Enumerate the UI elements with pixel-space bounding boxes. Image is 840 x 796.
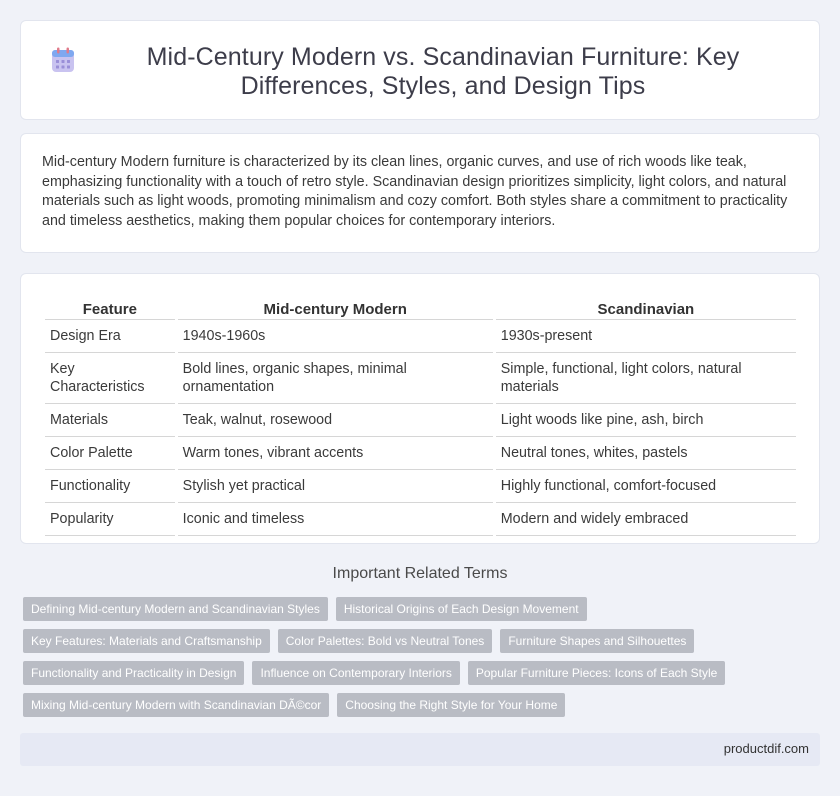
mid-century-cell: Warm tones, vibrant accents [178, 437, 493, 470]
header-mid-century: Mid-century Modern [178, 296, 493, 320]
calendar-icon [51, 47, 75, 73]
comparison-table-card [20, 273, 820, 544]
feature-cell: Materials [45, 404, 175, 437]
footer-site-name[interactable]: productdif.com [723, 741, 809, 756]
table-row [45, 320, 796, 353]
table-row [45, 404, 796, 437]
mid-century-cell: Bold lines, organic shapes, minimal ornamentation [178, 353, 493, 404]
related-term-tag[interactable]: Color Palettes: Bold vs Neutral Tones [278, 629, 493, 653]
table-row [45, 503, 796, 536]
mid-century-cell: Teak, walnut, rosewood [178, 404, 493, 437]
feature-cell: Functionality [45, 470, 175, 503]
title-wrap [21, 43, 819, 101]
related-term-tag[interactable]: Functionality and Practicality in Design [23, 661, 244, 685]
related-term-tag[interactable]: Key Features: Materials and Craftsmanship [23, 629, 270, 653]
related-term-tag[interactable]: Furniture Shapes and Silhouettes [500, 629, 694, 653]
feature-cell: Key Characteristics [45, 353, 175, 404]
related-terms-title: Important Related Terms [332, 565, 508, 582]
scandinavian-cell: 1930s-present [496, 320, 796, 353]
header-scandinavian: Scandinavian [496, 296, 796, 320]
footer-bar [20, 733, 820, 766]
related-term-tag[interactable]: Mixing Mid-century Modern with Scandinavian DÃ©cor [23, 693, 329, 717]
feature-cell: Design Era [45, 320, 175, 353]
related-term-tag[interactable]: Defining Mid-century Modern and Scandinavian Styles [23, 597, 328, 621]
related-term-tag[interactable]: Choosing the Right Style for Your Home [337, 693, 565, 717]
page-title: Mid-Century Modern vs. Scandinavian Furniture: Key Differences, Styles, and Design Tips [146, 43, 740, 100]
table-row [45, 470, 796, 503]
related-terms-list [23, 597, 813, 717]
feature-cell: Color Palette [45, 437, 175, 470]
table-header-row [45, 296, 796, 320]
scandinavian-cell: Highly functional, comfort-focused [496, 470, 796, 503]
header-card [20, 20, 820, 120]
related-term-tag[interactable]: Influence on Contemporary Interiors [252, 661, 459, 685]
header-feature: Feature [45, 296, 175, 320]
mid-century-cell: Iconic and timeless [178, 503, 493, 536]
intro-paragraph: Mid-century Modern furniture is characterized by its clean lines, organic curves, and use of rich woods like teak, emphasizing functionality with a touch of retro style. Scandinavian design prioritizes simplicity, light colors, and natural materials such as light woods, promoting minimalism and cozy comfort. Both styles share a commitment to practicality and timeless aesthetics, making them popular choices for contemporary interiors. [42, 154, 788, 229]
related-term-tag[interactable]: Historical Origins of Each Design Movement [336, 597, 587, 621]
comparison-table [42, 296, 799, 536]
intro-card [20, 133, 820, 253]
scandinavian-cell: Modern and widely embraced [496, 503, 796, 536]
scandinavian-cell: Neutral tones, whites, pastels [496, 437, 796, 470]
feature-cell: Popularity [45, 503, 175, 536]
table-row [45, 437, 796, 470]
scandinavian-cell: Simple, functional, light colors, natural materials [496, 353, 796, 404]
table-row [45, 353, 796, 404]
related-term-tag[interactable]: Popular Furniture Pieces: Icons of Each Style [468, 661, 725, 685]
mid-century-cell: Stylish yet practical [178, 470, 493, 503]
mid-century-cell: 1940s-1960s [178, 320, 493, 353]
scandinavian-cell: Light woods like pine, ash, birch [496, 404, 796, 437]
